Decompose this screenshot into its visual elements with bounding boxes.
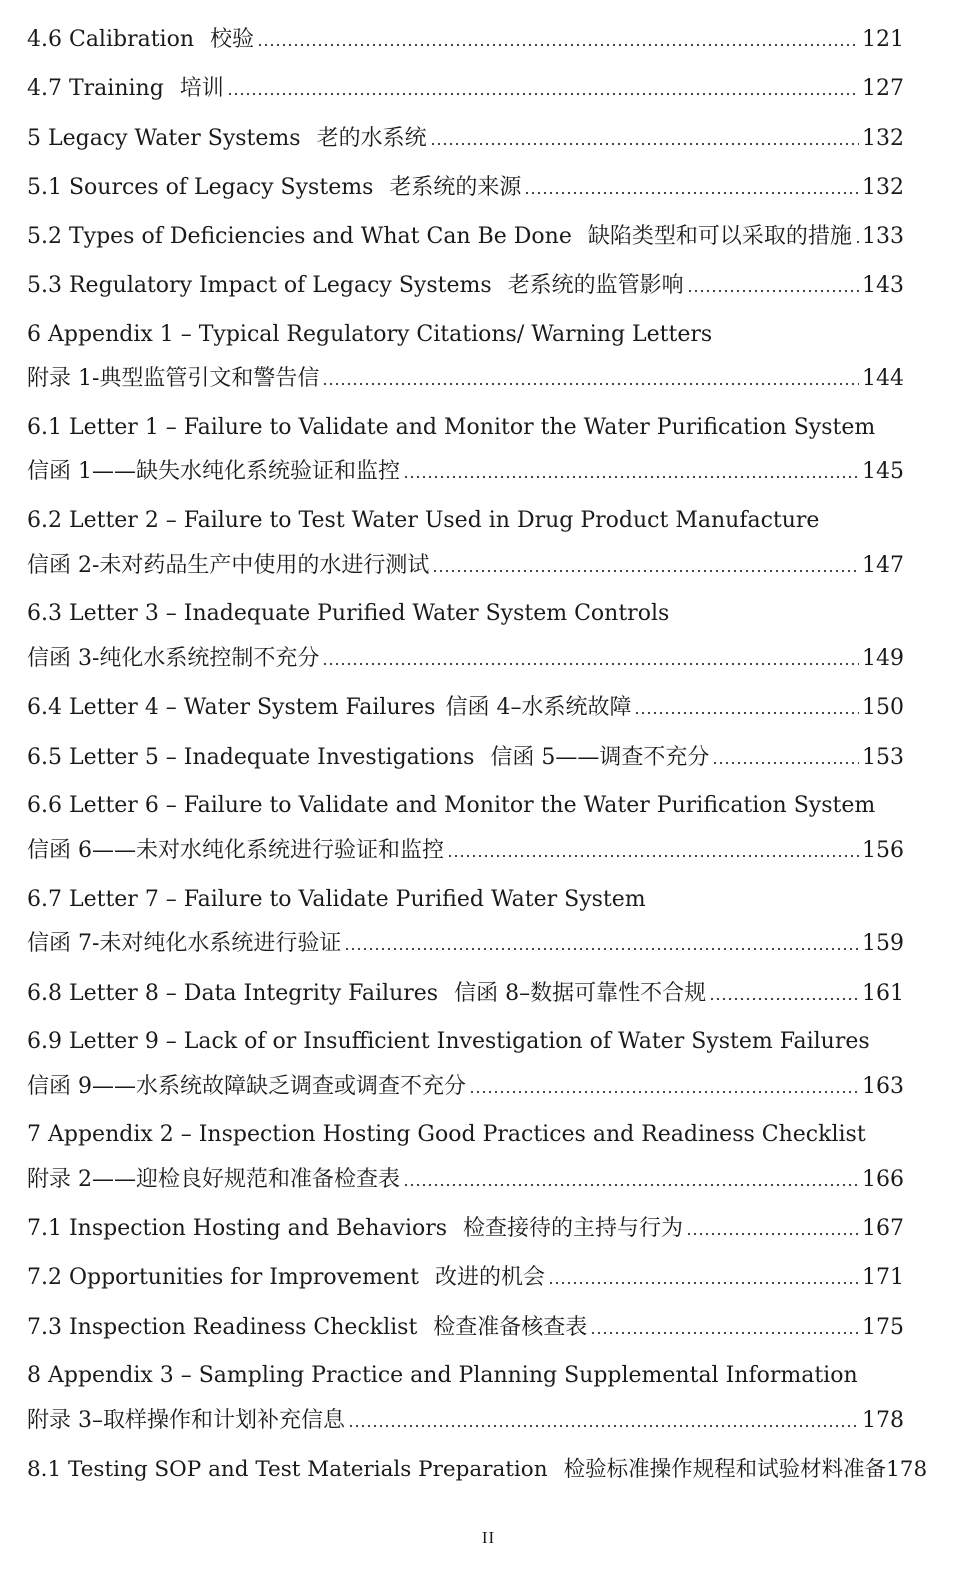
dot-leader: [709, 996, 859, 1002]
dot-leader: [432, 568, 859, 574]
toc-page-number: 171: [862, 1265, 904, 1290]
toc-entry-title-zh: 附录 2——迎检良好规范和准备检查表: [27, 1167, 400, 1192]
toc-entry-heading[interactable]: [27, 1024, 904, 1060]
dot-leader: [348, 1423, 859, 1429]
toc-entry[interactable]: [27, 268, 904, 304]
toc-entry-heading[interactable]: [27, 410, 904, 446]
toc-entry-title: 6.1 Letter 1 – Failure to Validate and Monitor the Water Purification System: [27, 415, 876, 440]
page-number: II: [481, 1528, 496, 1547]
dot-leader: [403, 474, 859, 480]
dot-leader: [687, 288, 859, 294]
toc-entry-heading[interactable]: [27, 788, 904, 824]
toc-entry-title: 8 Appendix 3 – Sampling Practice and Planning Supplemental Information: [27, 1363, 858, 1388]
toc-entry-title-zh: 信函 5——调查不充分: [490, 745, 710, 770]
toc-entry-title: 6.2 Letter 2 – Failure to Test Water Used in Drug Product Manufacture: [27, 508, 820, 533]
toc-entry-title: 6.6 Letter 6 – Failure to Validate and Monitor the Water Purification System: [27, 793, 876, 818]
toc-page-number: 178: [862, 1408, 904, 1433]
toc-entry[interactable]: [27, 454, 904, 490]
toc-entry[interactable]: [27, 170, 904, 206]
toc-page-number: 163: [862, 1074, 904, 1099]
toc-page-number: 159: [862, 931, 904, 956]
toc-entry[interactable]: [27, 1211, 904, 1247]
dot-leader: [322, 381, 859, 387]
dot-leader: [524, 190, 859, 196]
toc-page-number: 153: [862, 745, 904, 770]
toc-entry-title-zh: 老的水系统: [316, 126, 427, 151]
toc-entry-title: 6.8 Letter 8 – Data Integrity Failures: [27, 981, 439, 1006]
toc-entry-title-zh: 附录 1-典型监管引文和警告信: [27, 366, 320, 391]
dot-leader: [257, 42, 859, 48]
toc-page-number: 167: [862, 1216, 904, 1241]
toc-entry[interactable]: [27, 1260, 904, 1296]
toc-entry-title-zh: 附录 3–取样操作和计划补充信息: [27, 1408, 345, 1433]
toc-entry-heading[interactable]: [27, 317, 904, 353]
toc-entry-title-zh: 检查接待的主持与行为: [463, 1216, 684, 1241]
dot-leader: [403, 1182, 859, 1188]
dot-leader: [322, 661, 859, 667]
dot-leader: [430, 141, 859, 147]
toc-entry-title: 6.5 Letter 5 – Inadequate Investigations: [27, 745, 475, 770]
toc-entry-title: 4.7 Training: [27, 76, 164, 101]
toc-entry-heading[interactable]: [27, 1117, 904, 1153]
toc-entry-title: 5.3 Regulatory Impact of Legacy Systems: [27, 273, 492, 298]
toc-entry-title-zh: 缺陷类型和可以采取的措施: [587, 224, 852, 249]
toc-entry-title: 4.6 Calibration: [27, 27, 195, 52]
toc-entry-heading[interactable]: [27, 1358, 904, 1394]
toc-page-number: 144: [862, 366, 904, 391]
toc-page-number: 132: [862, 126, 904, 151]
toc-entry[interactable]: [27, 1403, 904, 1439]
toc-entry-title-zh: 信函 9——水系统故障缺乏调查或调查不充分: [27, 1074, 466, 1099]
toc-entry[interactable]: [27, 361, 904, 397]
toc-entry[interactable]: [27, 641, 904, 677]
toc-entry[interactable]: [27, 1452, 939, 1488]
toc-entry[interactable]: [27, 740, 904, 776]
toc-page-number: 166: [862, 1167, 904, 1192]
toc-page-number: 145: [862, 459, 904, 484]
dot-leader: [686, 1231, 859, 1237]
toc-entry[interactable]: [27, 219, 904, 255]
toc-entry-title: 5.2 Types of Deficiencies and What Can Be Done: [27, 224, 572, 249]
toc-page-number: 175: [862, 1315, 904, 1340]
toc-entry-title-zh: 信函 1——缺失水纯化系统验证和监控: [27, 459, 400, 484]
toc-entry[interactable]: [27, 548, 904, 584]
toc-entry-title-zh: 信函 3-纯化水系统控制不充分: [27, 646, 320, 671]
toc-entry-title-zh: 信函 2-未对药品生产中使用的水进行测试: [27, 553, 430, 578]
toc-entry-title: 7.1 Inspection Hosting and Behaviors: [27, 1216, 448, 1241]
toc-entry-title-zh: 老系统的监管影响: [507, 273, 684, 298]
toc-page-number: 143: [862, 273, 904, 298]
toc-page-number: 149: [862, 646, 904, 671]
toc-page-number: 156: [862, 838, 904, 863]
dot-leader: [590, 1330, 859, 1336]
toc-entry[interactable]: [27, 1069, 904, 1105]
toc-entry-title-zh: 信函 7-未对纯化水系统进行验证: [27, 931, 342, 956]
toc-entry[interactable]: [27, 121, 904, 157]
toc-entry-heading[interactable]: [27, 882, 904, 918]
toc-entry-title: 6.9 Letter 9 – Lack of or Insufficient Investigation of Water System Failures: [27, 1029, 870, 1054]
toc-entry-title-zh: 信函 6——未对水纯化系统进行验证和监控: [27, 838, 444, 863]
toc-entry-heading[interactable]: [27, 596, 904, 632]
toc-entry-title: 6 Appendix 1 – Typical Regulatory Citations/ Warning Letters: [27, 322, 713, 347]
toc-entry[interactable]: [27, 22, 904, 58]
toc-page-number: 133: [862, 224, 904, 249]
toc-entry-title: 7.3 Inspection Readiness Checklist: [27, 1315, 418, 1340]
toc-page-number: 178: [886, 1457, 928, 1482]
dot-leader: [548, 1280, 859, 1286]
toc-entry[interactable]: [27, 690, 904, 726]
dot-leader: [227, 91, 859, 97]
toc-page-number: 132: [862, 175, 904, 200]
dot-leader: [447, 853, 859, 859]
toc-entry-title: 5 Legacy Water Systems: [27, 126, 301, 151]
toc-entry[interactable]: [27, 1162, 904, 1198]
dot-leader: [634, 710, 859, 716]
toc-entry-title: 6.7 Letter 7 – Failure to Validate Purified Water System: [27, 887, 646, 912]
toc-entry-title-zh: 老系统的来源: [389, 175, 522, 200]
toc-entry-title-zh: 校验: [210, 27, 255, 52]
toc-page-number: 147: [862, 553, 904, 578]
toc-entry[interactable]: [27, 926, 904, 962]
toc-page-number: 150: [862, 695, 904, 720]
toc-entry-title: 7 Appendix 2 – Inspection Hosting Good Practices and Readiness Checklist: [27, 1122, 866, 1147]
toc-entry-title-zh: 培训: [179, 76, 224, 101]
toc-entry[interactable]: [27, 1310, 904, 1346]
dot-leader: [855, 239, 859, 245]
dot-leader: [344, 946, 859, 952]
toc-entry-title: 6.4 Letter 4 – Water System Failures: [27, 695, 436, 720]
toc-entry-title: 6.3 Letter 3 – Inadequate Purified Water System Controls: [27, 601, 670, 626]
toc-entry-title-zh: 信函 8–数据可靠性不合规: [454, 981, 707, 1006]
toc-entry-title-zh: 信函 4–水系统故障: [445, 695, 632, 720]
toc-entry-title-zh: 改进的机会: [434, 1265, 545, 1290]
toc-page-number: 121: [862, 27, 904, 52]
dot-leader: [712, 760, 859, 766]
toc-entry[interactable]: [27, 976, 904, 1012]
toc-entry-heading[interactable]: [27, 503, 904, 539]
toc-page-number: 161: [862, 981, 904, 1006]
toc-entry-title-zh: 检查准备核查表: [433, 1315, 588, 1340]
toc-entry-title-zh: 检验标准操作规程和试验材料准备: [563, 1457, 887, 1482]
toc-entry-title: 5.1 Sources of Legacy Systems: [27, 175, 374, 200]
toc-entry[interactable]: [27, 71, 904, 107]
toc-entry[interactable]: [27, 833, 904, 869]
toc-page-number: 127: [862, 76, 904, 101]
toc-entry-title: 7.2 Opportunities for Improvement: [27, 1265, 419, 1290]
dot-leader: [469, 1089, 859, 1095]
toc-entry-title: 8.1 Testing SOP and Test Materials Preparation: [27, 1457, 548, 1482]
